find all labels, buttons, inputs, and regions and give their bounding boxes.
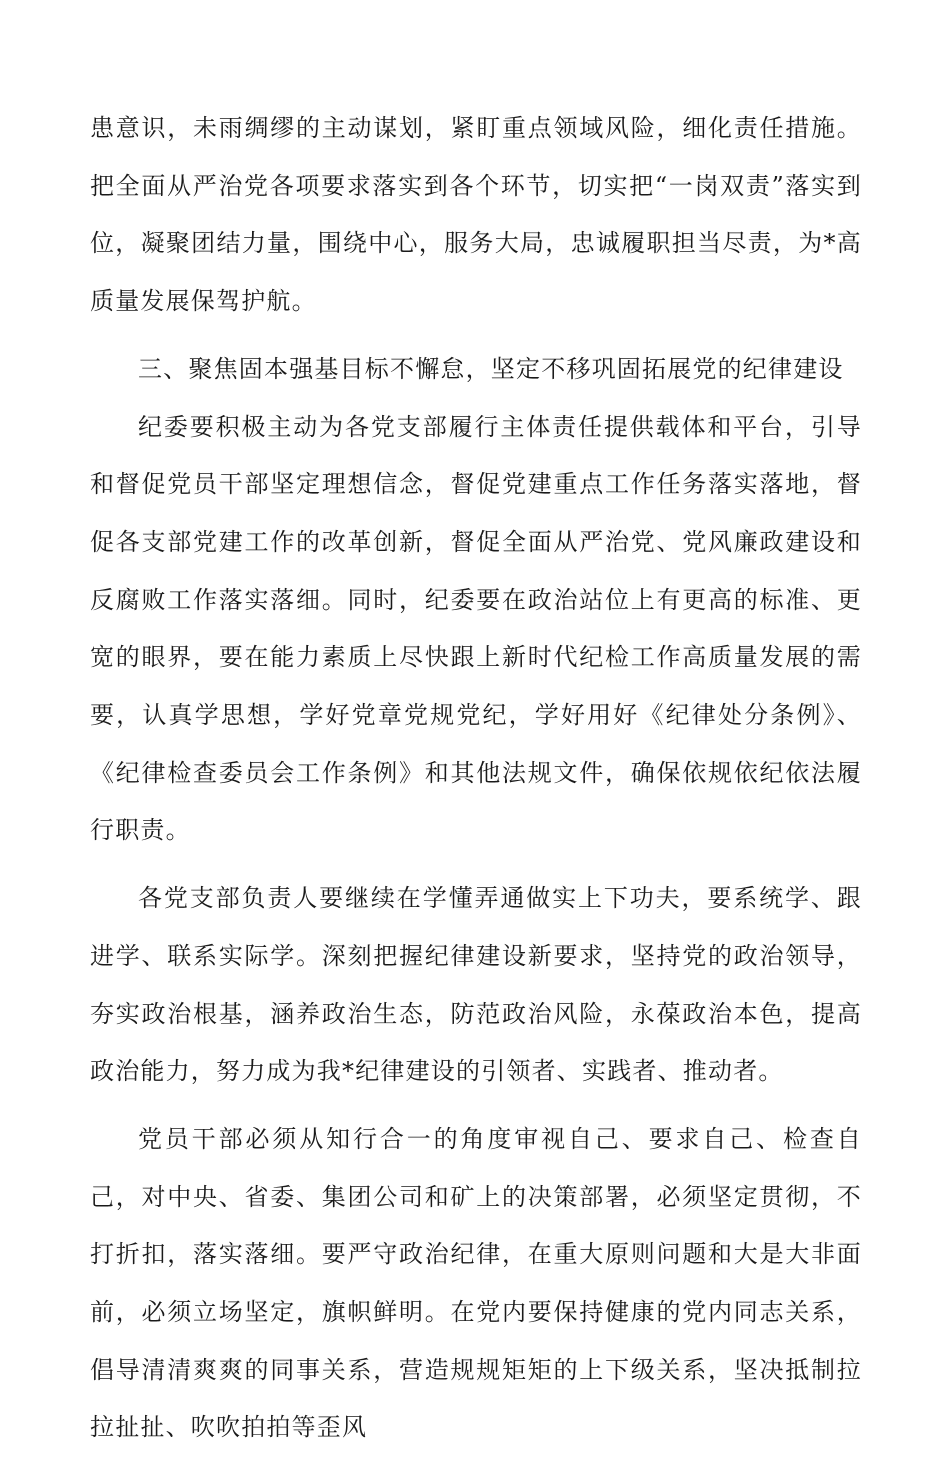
paragraph-discipline-committee: 纪委要积极主动为各党支部履行主体责任提供载体和平台，引导和督促党员干部坚定理想信念，督促党建重点工作任务落实落地，督促各支部党建工作的改革创新，督促全面从严治党、党风廉政建设和反腐败工作落实落细。同时，纪委要在政治站位上有更高的标准、更宽的眼界，要在能力素质上尽快跟上新时代纪检工作高质量发展的需要，认真学思想，学好党章党规党纪，学好用好《纪律处分条例》、《纪律检查委员会工作条例》和其他法规文件，确保依规依纪依法履行职责。 — [90, 412, 862, 845]
document-page — [90, 100, 862, 1457]
paragraph-branch-leaders: 各党支部负责人要继续在学懂弄通做实上下功夫，要系统学、跟进学、联系实际学。深刻把握纪律建设新要求，坚持党的政治领导，夯实政治根基，涵养政治生态，防范政治风险，永葆政治本色，提高政治能力，努力成为我*纪律建设的引领者、实践者、推动者。 — [90, 884, 862, 1086]
paragraph-continuation: 患意识，未雨绸缪的主动谋划，紧盯重点领域风险，细化责任措施。把全面从严治党各项要求落实到各个环节，切实把“一岗双责”落实到位，凝聚团结力量，围绕中心，服务大局，忠诚履职担当尽责，为*高质量发展保驾护航。 — [90, 114, 862, 316]
paragraph-party-cadres: 党员干部必须从知行合一的角度审视自己、要求自己、检查自己，对中央、省委、集团公司和矿上的决策部署，必须坚定贯彻，不打折扣，落实落细。要严守政治纪律，在重大原则问题和大是大非面前，必须立场坚定，旗帜鲜明。在党内要保持健康的党内同志关系，倡导清清爽爽的同事关系，营造规规矩矩的上下级关系，坚决抵制拉拉扯扯、吹吹拍拍等歪风 — [90, 1124, 862, 1442]
section-heading: 三、聚焦固本强基目标不懈怠，坚定不移巩固拓展党的纪律建设 — [138, 354, 844, 383]
